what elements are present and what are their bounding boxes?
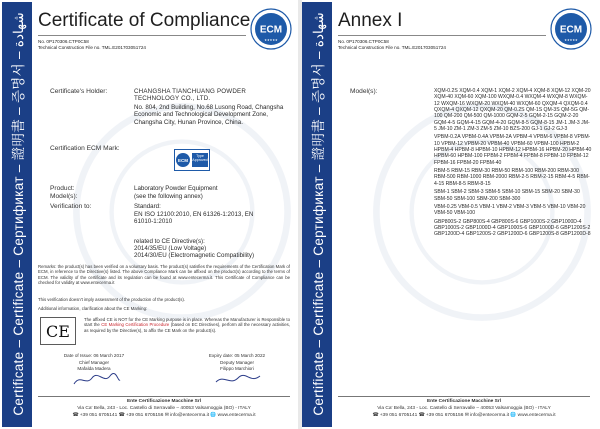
models-label: Model(s): [350, 88, 378, 95]
holder-value: CHANGSHA TIANCHUANG POWDER TECHNOLOGY CO., LTD. [134, 88, 247, 103]
related-directives-label: related to CE Directive(s): [134, 238, 205, 245]
ce-notice-part1: The affixed CE is NOT for the CE Marking purpose is in place. Whereas the Manufacturer is Responsible to start the [84, 317, 290, 328]
ce-notice [84, 317, 290, 333]
side-strip [2, 2, 32, 427]
certificate-page [2, 2, 298, 427]
footer-contacts: ☎ +39 051 6705141 ☎ +39 051 6705156 ✉ info@entecerma.it 🌐 www.entecerma.it [372, 413, 556, 418]
footer-divider [338, 396, 590, 397]
chief-manager-name: Mafalda Madera [77, 366, 111, 371]
certificate-number: No. 0P170306.CTP0C58 [338, 39, 389, 44]
models-value: (see the following annex) [134, 193, 203, 200]
svg-text:★★★★★: ★★★★★ [264, 38, 278, 42]
models-group: RBM-5 RBM-15 RBM-30 RBM-50 RBM-100 RBM-200 RBM-300 RBM-500 RBM-1000 RBM-2000 RBM-2-5 RBM-2-15 RBM-4-5 RBM-4-15 RBM-8-5 RBM-8-15 [434, 168, 590, 187]
ecm-logo-icon [250, 8, 292, 50]
expiry-date: Expiry date: 05 March 2022 [208, 353, 266, 358]
certificate-number: No. 0P170306.CTP0C58 [38, 39, 89, 44]
deputy-manager-title: Deputy Manager [220, 360, 254, 365]
title-divider [338, 35, 546, 36]
ce-mark-icon [40, 317, 76, 345]
technical-file-number: Technical Construction File no. TML.E201703051724 [338, 45, 446, 50]
product-label: Product: [50, 185, 75, 192]
standards-list: EN ISO 12100:2010, EN 61326-1:2013, EN 61010-1:2010 [134, 211, 254, 226]
models-group: SBM-1 SBM-2 SBM-3 SBM-5 SBM-10 SBM-15 SBM-20 SBM-30 SBM-50 SBM-100 SBM-200 SBM-300 [434, 189, 580, 202]
verification-note: This verification doesn't imply assessment of the production of the product(s). [38, 297, 185, 302]
ce-notice-highlight: CE Marking Certification Procedure [101, 322, 170, 328]
models-label: Model(s): [50, 193, 78, 200]
page-title: Annex I [338, 10, 403, 31]
deputy-manager-name: Filippo Marchiori [220, 366, 254, 371]
strip-text: Certificate – Certificate – Сертификат – 證明書 – 증명서 – شهادة [11, 12, 26, 416]
title-divider [38, 35, 246, 36]
additional-info-label: Additional information, clarification about the CE Marking: [38, 306, 148, 311]
footer-address: Via Ca' Bella, 243 - Loc. Castello di Serravalle – 40053 Valsamoggia (BO) - ITALY [77, 406, 251, 411]
mark-label: Certification ECM Mark: [50, 145, 120, 152]
chief-manager-title: Chief Manager [78, 360, 110, 365]
mark-line1: Type [196, 154, 204, 158]
svg-text:★★★★★: ★★★★★ [564, 38, 578, 42]
side-strip [302, 2, 332, 427]
footer-contacts: ☎ +39 051 6705141 ☎ +39 051 6705156 ✉ info@entecerma.it 🌐 www.entecerma.it [72, 413, 256, 418]
ecm-logo-icon [550, 8, 592, 50]
models-group: VPBM-0.2A VPBM-0.4A VPBM-2A VPBM-4 VPBM-6 VPBM-8 VPBM-10 VPBM-12 VPBM-20 VPBM-40 VPBM-60 VPBM-100 HPBM-2 HPBM-4 HPBM-8 HPBM-10 HPBM-12 HPBM-16 HPBM-20 HPBM-40 HPBM-60 HPBM-100 FPBM-2 FPBM-4 FPBM-8 FPBM-10 FPBM-12 FPBM-16 FPBM-20 FPBM-40 [434, 134, 592, 166]
chief-signature [72, 372, 122, 388]
strip-text: Certificate – Certificate – Сертификат – 證明書 – 증명서 – شهادة [311, 12, 326, 416]
footer-company: Ente Certificazione Macchine Srl [126, 399, 202, 404]
svg-text:ECM: ECM [178, 158, 188, 163]
type-approved-text [192, 154, 208, 162]
product-value: Laboratory Powder Equipment [134, 185, 218, 192]
models-group: VBM-0.25 VBM-0.5 VBM-1 VBM-2 VBM-3 VBM-5 VBM-10 VBM-20 VBM-50 VBM-100 [434, 203, 586, 217]
holder-label: Certificate's Holder: [50, 88, 108, 95]
issue-date: Date of Issue: 06 March 2017 [63, 353, 125, 358]
footer-divider [38, 396, 290, 397]
svg-text:ECM: ECM [259, 24, 283, 36]
annex-page [302, 2, 598, 427]
mark-line2: Approved [192, 158, 208, 163]
holder-address: No. 804, 2nd Building, No.68 Lusong Road, Changsha Economic and Technological Development Zone, Changsha City, Hunan Province, China. [134, 104, 284, 126]
remarks-text: Remarks: the product(s) has been verified on a voluntary basis. The product(s) satisfies the requirements of the Certification Mark of ECM, in reference to the Directive(s) listed. The above Compliance Mark can be affixed on the product(s) according to the terms of ECM. The validity of the certificate and its regulation can be found at www.entecerma.it. This Certificate of Compliance can be checked for validity at www.entecerma.it [38, 264, 290, 285]
footer-company: Ente Certificazione Macchine Srl [426, 399, 502, 404]
verification-label: Verification to: [50, 203, 92, 210]
deputy-signature [214, 372, 264, 388]
footer-address: Via Ca' Bella, 243 - Loc. Castello di Serravalle – 40053 Valsamoggia (BO) - ITALY [377, 406, 551, 411]
svg-text:CE: CE [46, 322, 70, 341]
directive-low-voltage: 2014/35/EU (Low Voltage) [134, 245, 207, 252]
models-list [434, 88, 592, 240]
ce-notice-part2: (based on EC Directives), perform all the necessary activities, as required by the Directive(s), to affix the CE Mark on the product(s). [84, 322, 290, 333]
standard-label: Standard: [134, 203, 161, 210]
models-group: XQM-0.2S XQM-0.4 XQM-1 XQM-2 XQM-4 XQM-8 XQM-12 XQM-20 XQM-40 XQM-60 XQM-100 WXQM-0.4 WXQM-4 WXQM-8 WXQM-12 WXQM-16 WXQM-20 WXQM-40 WXQM-60 QXQM-4 QXQM-0.4 QXQM-4 QXQM-12 QXQM-20 QM-0.2S QM-1S QM-3S QM-5G QM-100 QM-200 QM-500 QM-1000 GQM-2-5 GQM-2-15 GQM-2-20 GQM-4-5 GQM-4-15 GQM-4-20 GQM-8-5 GQM-8-15 JM-1 JM-3 JM-5 JM-10 ZM-1 ZM-3 ZM-5 ZM-10 BZS-200 GJ-1 GJ-2 GJ-3 [434, 88, 591, 133]
technical-file-number: Technical Construction File no. TML.E201703051724 [38, 45, 146, 50]
page-title: Certificate of Compliance [38, 10, 251, 31]
directive-emc: 2014/30/EU (Electromagnetic Compatibility) [134, 252, 255, 259]
models-group: GBP800S-2 GBP800S-4 GBP800S-6 GBP1000S-2 GBP1000D-4 GBP1000S-2 GBP1000D-4 GBP1000S-6 GBP1000D-6 GBP1200S-2 GBP1200D-4 GBP1200S-2 GBP1200D-6 GBP1200S-8 GBP1200D-8 [434, 218, 591, 238]
svg-text:ECM: ECM [559, 24, 583, 36]
